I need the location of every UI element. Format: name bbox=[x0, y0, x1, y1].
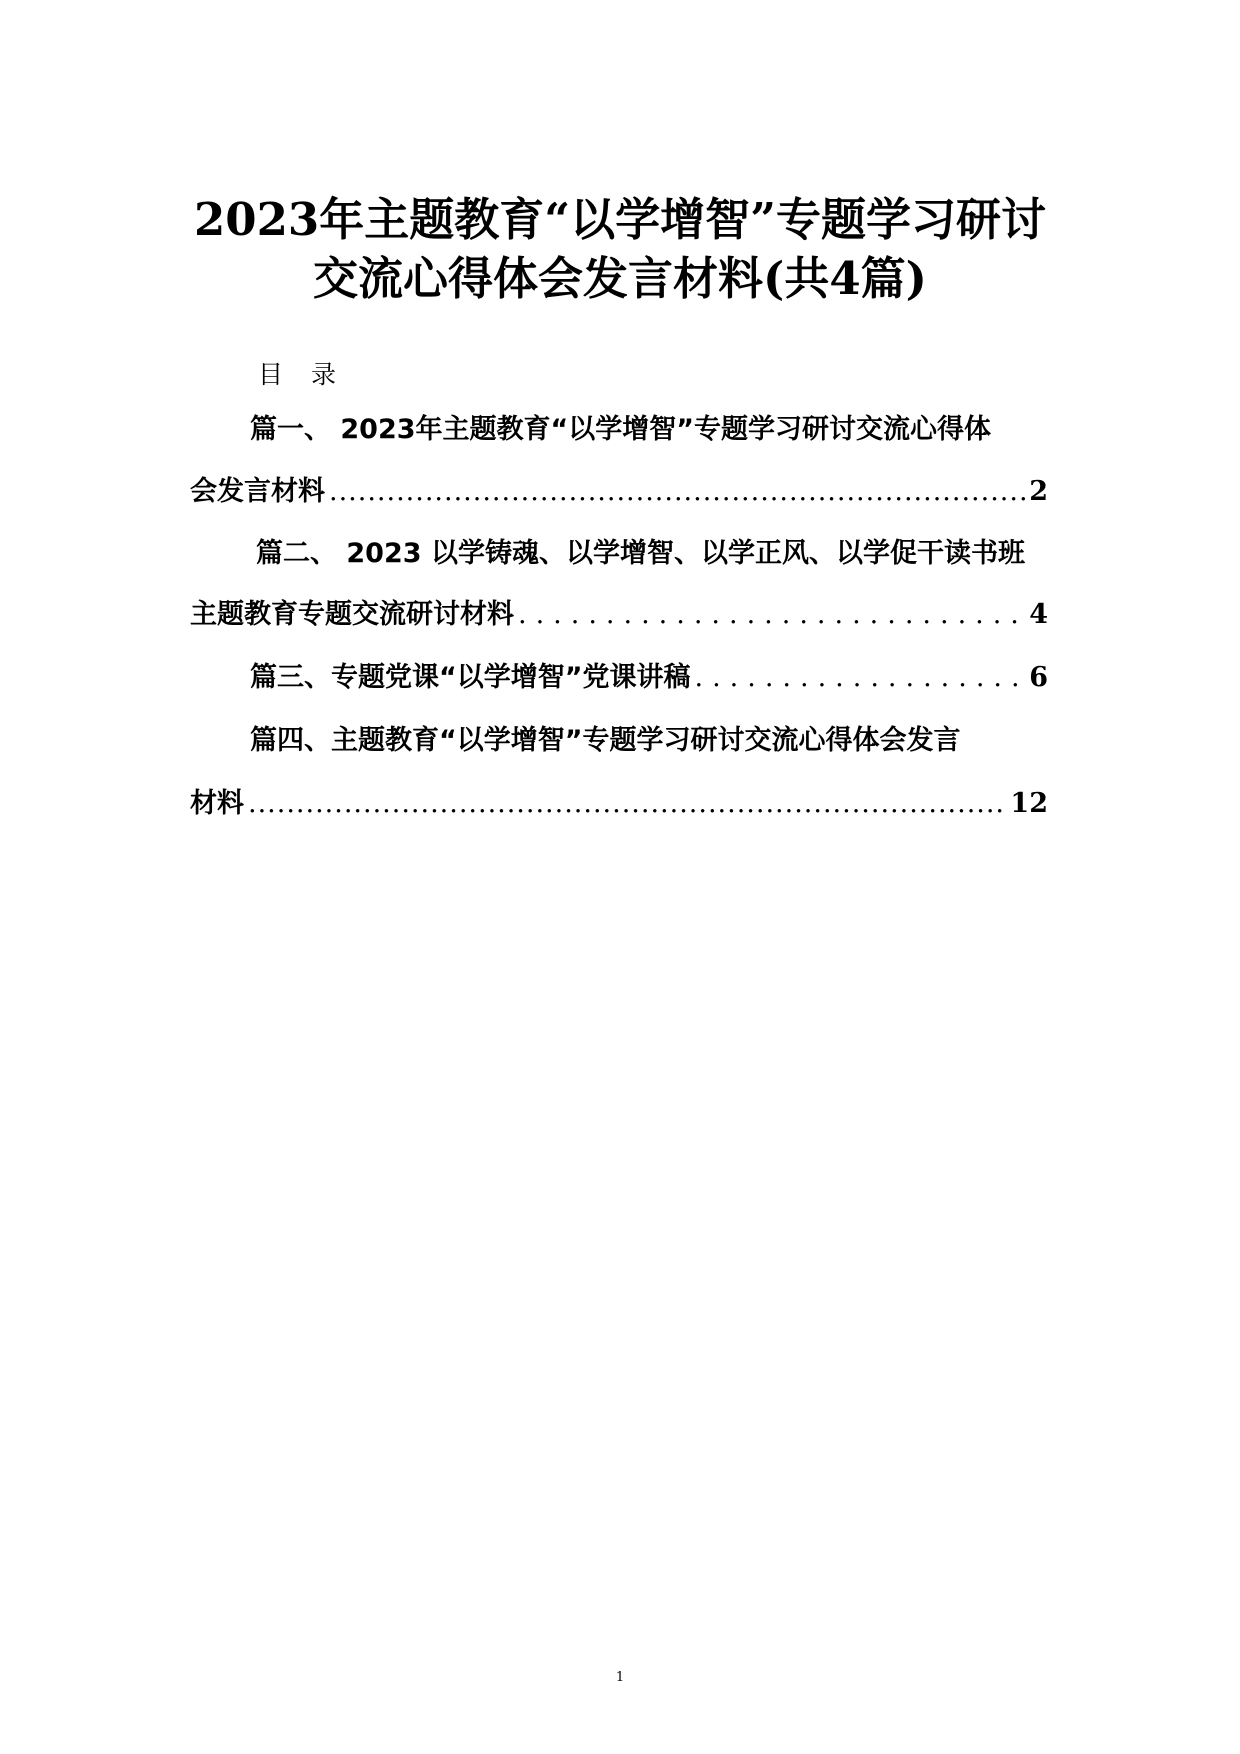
toc-entry-4-title-line-1[interactable]: 篇四、主题教育“以学增智”专题学习研讨交流心得体会发言 bbox=[250, 725, 961, 756]
toc-heading: 目录 bbox=[258, 360, 365, 389]
toc-entry-1-title-line-2: 会发言材料 bbox=[190, 476, 325, 507]
toc-entry-2-title-line-2: 主题教育专题交流研讨材料 bbox=[190, 599, 514, 630]
toc-entry-4-leader-dots bbox=[248, 787, 1006, 821]
toc-entry-4-title-line-2: 材料 bbox=[190, 788, 244, 819]
toc-entry-3-leader-dots bbox=[695, 661, 1026, 695]
toc-entry-1-page-number: 2 bbox=[1029, 476, 1048, 507]
toc-entry-1[interactable] bbox=[190, 475, 1048, 509]
toc-entry-1-title-line-1[interactable]: 篇一、 2023年主题教育“以学增智”专题学习研讨交流心得体 bbox=[250, 414, 992, 445]
page-number: 1 bbox=[615, 1670, 625, 1685]
toc-entry-1-leader-dots bbox=[329, 475, 1025, 509]
toc-entry-3-page-number: 6 bbox=[1029, 662, 1048, 693]
document-title-line-1: 2023年主题教育“以学增智”专题学习研讨 bbox=[193, 193, 1046, 246]
toc-entry-2-page-number: 4 bbox=[1029, 599, 1048, 630]
toc-entry-4[interactable] bbox=[190, 787, 1048, 821]
toc-entry-3-title: 篇三、专题党课“以学增智”党课讲稿 bbox=[250, 662, 691, 693]
toc-entry-2-title-line-1[interactable]: 篇二、 2023 以学铸魂、以学增智、以学正风、以学促干读书班 bbox=[256, 538, 1025, 569]
toc-entry-3[interactable] bbox=[250, 661, 1048, 695]
toc-entry-2[interactable] bbox=[190, 598, 1048, 632]
document-title-line-2: 交流心得体会发言材料(共4篇) bbox=[313, 252, 927, 305]
toc-entry-4-page-number: 12 bbox=[1010, 788, 1048, 819]
toc-entry-2-leader-dots bbox=[518, 598, 1025, 632]
